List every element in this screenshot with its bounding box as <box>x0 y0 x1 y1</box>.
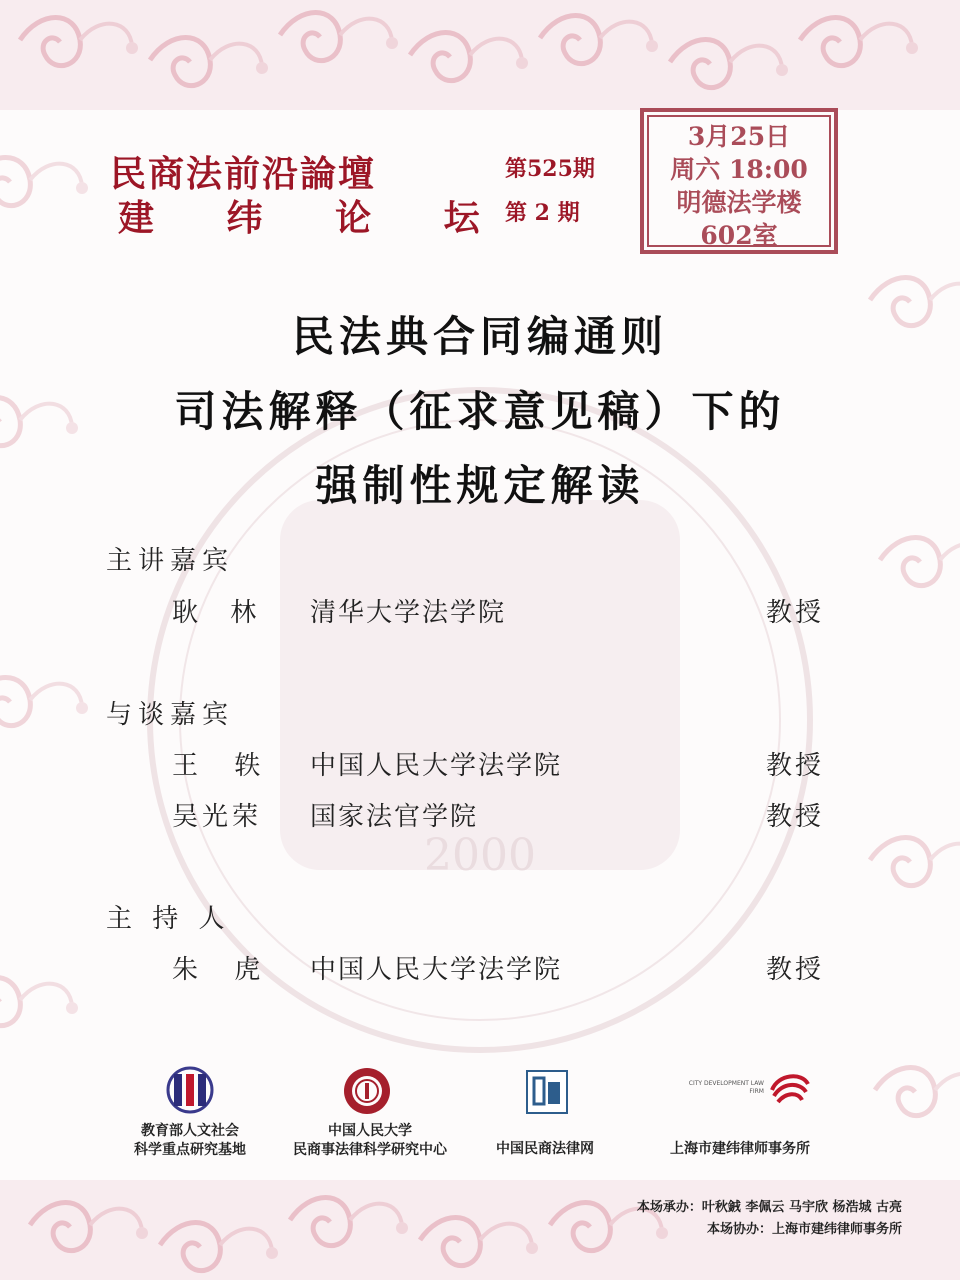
discussant-org: 国家法官学院 <box>310 802 479 832</box>
lecture-title-line-1: 民法典合同编通则 <box>291 312 668 361</box>
ruc-center-caption: 中国人民大学 民商事法律科学研究中心 <box>293 1123 447 1158</box>
ruc-civil-law-center-seal-icon <box>342 1066 392 1116</box>
discussant-label: 与谈嘉宾 <box>106 700 235 730</box>
institute-logo-icon <box>160 1066 220 1114</box>
stamp-room: 602室 <box>700 221 778 250</box>
law-firm-caption: 上海市建纬律师事务所 <box>670 1141 810 1157</box>
host-label: 主 持 人 <box>106 904 231 934</box>
discussant-org: 中国人民大学法学院 <box>310 751 563 781</box>
lecture-title-line-3: 强制性规定解读 <box>315 461 645 510</box>
law-net-caption: 中国民商法律网 <box>496 1141 594 1157</box>
keynote-speaker-title: 教授 <box>766 598 825 628</box>
institute-caption: 教育部人文社会 科学重点研究基地 <box>134 1123 246 1158</box>
city-development-law-firm-logo-icon <box>768 1070 812 1110</box>
discussant-title: 教授 <box>766 751 825 781</box>
host-org: 中国人民大学法学院 <box>310 955 563 985</box>
co-organizer-credits: 本场协办：上海市建纬律师事务所 <box>706 1222 902 1237</box>
keynote-speaker-name: 耿 林 <box>172 598 269 628</box>
date-venue-stamp <box>640 108 838 254</box>
stamp-date: 3月25日 <box>687 122 791 151</box>
keynote-speaker-label: 主讲嘉宾 <box>106 546 235 576</box>
discussant-name: 王 轶 <box>172 751 275 781</box>
law-firm-logo-text: CITY DEVELOPMENT LAW FIRM <box>688 1080 764 1095</box>
discussant-title: 教授 <box>766 802 825 832</box>
issue-number-primary: 第525期 <box>505 156 595 182</box>
stamp-time: 周六 18:00 <box>670 155 808 184</box>
organizer-credits: 本场承办：叶秋銊 李佩云 马宇欣 杨浩城 古亮 <box>636 1200 902 1215</box>
host-title: 教授 <box>766 955 825 985</box>
issue-number-secondary: 第 2 期 <box>505 200 580 226</box>
discussant-name: 吴光荣 <box>172 802 263 832</box>
civil-commercial-law-net-icon <box>526 1070 568 1114</box>
keynote-speaker-org: 清华大学法学院 <box>310 598 507 628</box>
lecture-title-line-2: 司法解释（征求意见稿）下的 <box>174 387 786 436</box>
watermark-year: 2000 <box>424 830 536 881</box>
forum-name-primary: 民商法前沿論壇 <box>110 153 377 195</box>
stamp-building: 明德法学楼 <box>676 188 802 217</box>
forum-name-secondary: 建 纬 论 坛 <box>118 197 510 239</box>
host-name: 朱 虎 <box>172 955 275 985</box>
